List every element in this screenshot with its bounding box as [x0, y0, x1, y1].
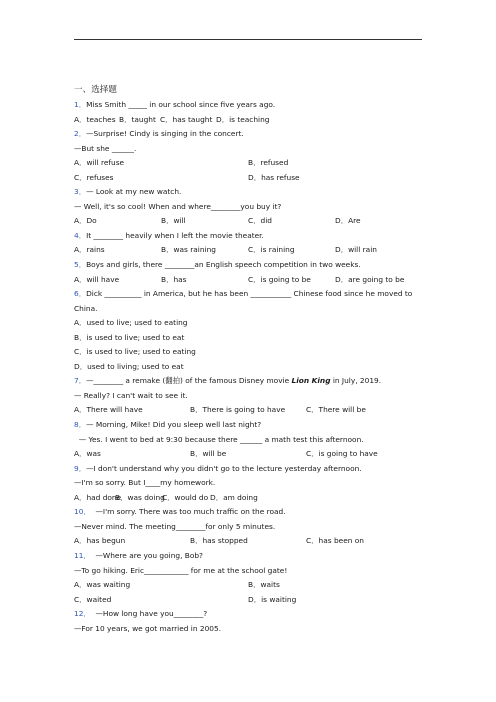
question-number: 12． [74, 609, 91, 619]
question-number: 9． [74, 463, 87, 473]
question-number: 1． [74, 100, 87, 109]
question-3 [74, 185, 424, 229]
option-a[interactable]: A．Do [74, 216, 97, 226]
option-c[interactable]: C．waited [74, 594, 112, 604]
question-stem: in July, 2019. [330, 376, 382, 386]
question-stem: —Where are you going, Bob? [90, 550, 203, 560]
option-a[interactable]: A．will refuse [74, 158, 125, 168]
option-d[interactable]: D．has refuse [248, 172, 300, 182]
option-b[interactable]: B．has [161, 274, 187, 284]
options-row [74, 593, 424, 608]
question-stem: —Surprise! Cindy is singing in the concert. [86, 129, 244, 139]
question-stem: Boys and girls, there ________an English speech competition in two weeks. [86, 260, 361, 270]
option-c[interactable]: C．is going to have [306, 449, 378, 459]
options-row [74, 273, 424, 288]
option-c[interactable]: C．did [248, 216, 272, 226]
option-b[interactable]: B．There is going to have [190, 405, 286, 415]
question-stem: — Yes. I went to bed at 9:30 because there ______ a math test this afternoon. [74, 434, 364, 444]
option-b[interactable]: B．was doing [115, 492, 165, 502]
question-number: 2． [74, 129, 87, 139]
question-1 [74, 98, 424, 127]
options-row [74, 113, 424, 128]
option-b[interactable]: B．will be [190, 449, 227, 459]
options-row [74, 447, 424, 462]
options-row [74, 534, 424, 549]
option-c[interactable]: C．is raining [248, 245, 295, 255]
question-12 [74, 607, 424, 636]
option-a[interactable]: A．teaches [74, 114, 116, 124]
question-stem: —I'm sorry. There was too much traffic on the road. [90, 507, 286, 517]
question-stem: —To go hiking. Eric____________ for me at the school gate! [74, 565, 288, 575]
options-row [74, 578, 424, 593]
question-number: 5． [74, 260, 87, 270]
option-b[interactable]: B．waits [248, 580, 280, 590]
option-a[interactable]: A．has begun [74, 536, 126, 546]
question-number: 3． [74, 187, 87, 197]
question-stem: —How long have you________? [90, 609, 208, 619]
option-d[interactable]: D．am doing [210, 492, 258, 502]
question-stem: It ________ heavily when I left the movie theater. [86, 230, 264, 240]
options-row [74, 156, 424, 171]
question-number: 7． [74, 376, 87, 386]
option-c[interactable]: C．is going to be [248, 274, 311, 284]
question-9 [74, 462, 424, 506]
option-c[interactable]: C．refuses [74, 172, 114, 182]
header-rule [74, 39, 422, 40]
question-5 [74, 258, 424, 287]
section-title: 一、选择题 [74, 85, 117, 95]
question-number: 11． [74, 550, 91, 560]
options-row [74, 171, 424, 186]
option-b[interactable]: B．has stopped [190, 536, 248, 546]
option-b[interactable]: B．was raining [161, 245, 216, 255]
option-b[interactable]: B．is used to live; used to eat [74, 332, 185, 342]
question-10 [74, 505, 424, 549]
question-stem: —Never mind. The meeting________for only 5 minutes. [74, 521, 276, 531]
question-stem: — Really? I can't wait to see it. [74, 390, 188, 400]
question-6 [74, 287, 424, 374]
question-11 [74, 549, 424, 607]
option-a[interactable]: A．was waiting [74, 580, 131, 590]
question-stem: Dick __________ in America, but he has been ___________ Chinese food since he moved to China. [74, 289, 413, 313]
question-stem: —________ a remake (翻拍) of the famous Disney movie [86, 376, 292, 386]
options-row [74, 403, 424, 418]
exam-content [74, 83, 424, 636]
question-number: 6． [74, 289, 87, 299]
option-b[interactable]: B．refused [248, 158, 289, 168]
movie-title: Lion King [291, 376, 331, 386]
question-2 [74, 127, 424, 185]
option-c[interactable]: C．is used to live; used to eating [74, 347, 196, 357]
option-a[interactable]: A．will have [74, 274, 120, 284]
option-a[interactable]: A．was [74, 449, 101, 459]
question-number: 8． [74, 420, 87, 430]
question-number: 10． [74, 507, 91, 517]
option-d[interactable]: D．is waiting [248, 594, 297, 604]
question-number: 4． [74, 230, 87, 240]
option-b[interactable]: B．will [161, 216, 186, 226]
question-7 [74, 374, 424, 418]
options-row [74, 214, 424, 229]
option-d[interactable]: D．Are [335, 216, 361, 226]
question-stem: —I don't understand why you didn't go to the lecture yesterday afternoon. [86, 463, 362, 473]
option-a[interactable]: A．There will have [74, 405, 143, 415]
option-d[interactable]: D．is teaching [216, 114, 270, 124]
option-a[interactable]: A．used to live; used to eating [74, 318, 188, 328]
question-stem: — Look at my new watch. [86, 187, 182, 197]
option-d[interactable]: D．will rain [335, 245, 377, 255]
option-c[interactable]: C．has been on [306, 536, 364, 546]
options-row [74, 243, 424, 258]
options-row [74, 491, 424, 506]
option-b[interactable]: B．taught [119, 114, 156, 124]
option-d[interactable]: D．used to living; used to eat [74, 361, 184, 371]
option-a[interactable]: A．had done [74, 492, 122, 502]
option-d[interactable]: D．are going to be [335, 274, 405, 284]
question-stem: —I'm so sorry. But I____my homework. [74, 478, 216, 488]
question-stem: —But she ______. [74, 143, 137, 153]
question-4 [74, 229, 424, 258]
option-c[interactable]: C．There will be [306, 405, 366, 415]
option-c[interactable]: C．has taught [160, 114, 213, 124]
option-c[interactable]: C．would do [162, 492, 209, 502]
question-stem: Miss Smith _____ in our school since five years ago. [86, 100, 276, 109]
question-stem: —For 10 years, we got married in 2005. [74, 623, 222, 633]
question-stem: — Well, it's so cool! When and where________you buy it? [74, 201, 282, 211]
option-a[interactable]: A．rains [74, 245, 105, 255]
question-8 [74, 418, 424, 462]
question-stem: — Morning, Mike! Did you sleep well last night? [86, 420, 262, 430]
